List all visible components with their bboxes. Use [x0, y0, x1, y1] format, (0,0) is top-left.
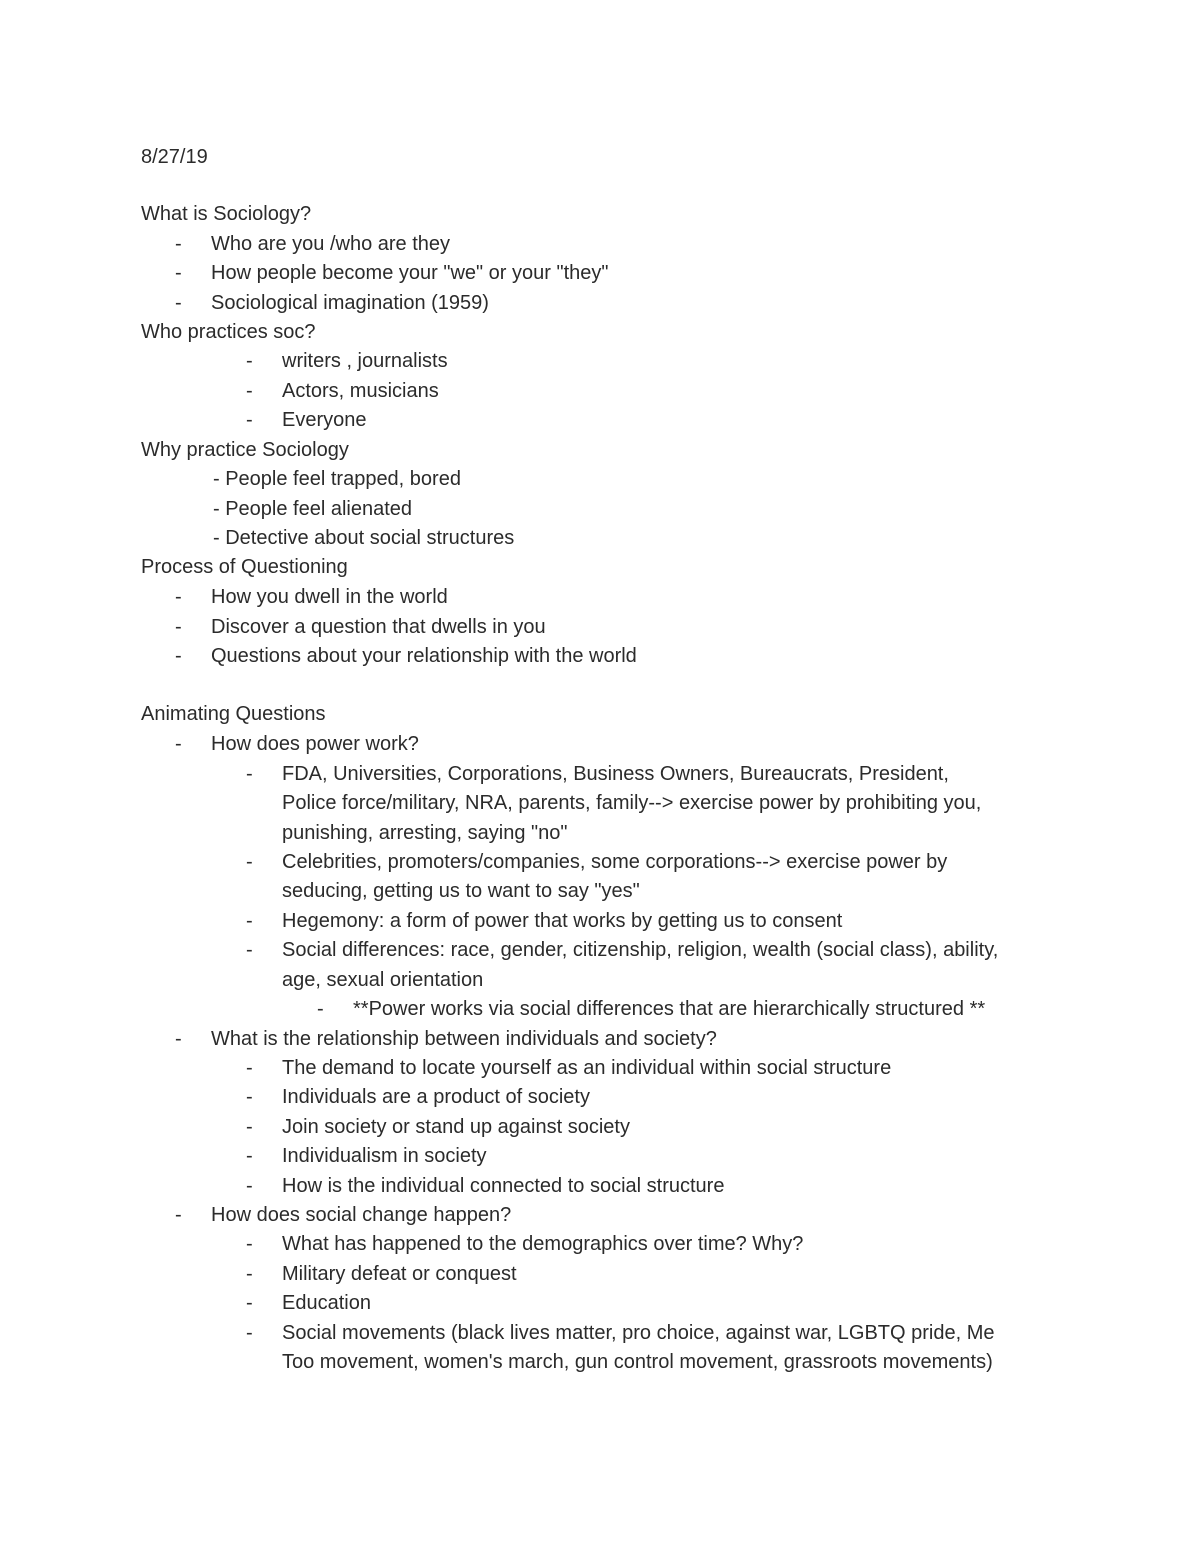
list-item: writers , journalists — [282, 350, 448, 372]
list-item: How you dwell in the world — [211, 586, 448, 608]
list-item: Hegemony: a form of power that works by getting us to consent — [282, 910, 843, 932]
bullet-dash: - — [246, 851, 253, 873]
bullet-dash: - — [317, 998, 324, 1020]
bullet-dash: - — [246, 910, 253, 932]
note-date: 8/27/19 — [141, 146, 208, 168]
list-item: What has happened to the demographics over time? Why? — [282, 1233, 804, 1255]
list-item: Individualism in society — [282, 1145, 487, 1167]
list-item: - People feel trapped, bored — [213, 468, 461, 490]
heading-why-practice: Why practice Sociology — [141, 439, 349, 461]
bullet-dash: - — [246, 1116, 253, 1138]
list-item-continuation: punishing, arresting, saying "no" — [282, 822, 568, 844]
list-item: Questions about your relationship with the world — [211, 645, 637, 667]
list-item: Social movements (black lives matter, pro choice, against war, LGBTQ pride, Me — [282, 1322, 995, 1344]
bullet-dash: - — [246, 763, 253, 785]
bullet-dash: - — [175, 1028, 182, 1050]
list-item: FDA, Universities, Corporations, Business Owners, Bureaucrats, President, — [282, 763, 949, 785]
bullet-dash: - — [175, 1204, 182, 1226]
list-item-continuation: seducing, getting us to want to say "yes" — [282, 880, 640, 902]
list-item: Education — [282, 1292, 371, 1314]
heading-animating-questions: Animating Questions — [141, 703, 326, 725]
list-item: Individuals are a product of society — [282, 1086, 590, 1108]
question-power: How does power work? — [211, 733, 419, 755]
bullet-dash: - — [175, 616, 182, 638]
heading-what-is-sociology: What is Sociology? — [141, 203, 312, 225]
bullet-dash: - — [175, 233, 182, 255]
list-item-continuation: Police force/military, NRA, parents, family--> exercise power by prohibiting you, — [282, 792, 982, 814]
list-item: Social differences: race, gender, citizenship, religion, wealth (social class), ability, — [282, 939, 999, 961]
list-item: Everyone — [282, 409, 367, 431]
list-item: The demand to locate yourself as an individual within social structure — [282, 1057, 892, 1079]
list-item: How people become your "we" or your "they" — [211, 262, 609, 284]
list-item: Actors, musicians — [282, 380, 439, 402]
bullet-dash: - — [246, 1175, 253, 1197]
bullet-dash: - — [175, 292, 182, 314]
bullet-dash: - — [246, 939, 253, 961]
bullet-dash: - — [175, 645, 182, 667]
bullet-dash: - — [175, 733, 182, 755]
list-item: - Detective about social structures — [213, 527, 515, 549]
question-social-change: How does social change happen? — [211, 1204, 512, 1226]
heading-process-of-questioning: Process of Questioning — [141, 556, 348, 578]
bullet-dash: - — [246, 1322, 253, 1344]
list-item: Join society or stand up against society — [282, 1116, 630, 1138]
bullet-dash: - — [246, 1292, 253, 1314]
question-relationship: What is the relationship between individuals and society? — [211, 1028, 717, 1050]
list-sub-item: **Power works via social differences that are hierarchically structured ** — [353, 998, 986, 1020]
bullet-dash: - — [246, 1057, 253, 1079]
list-item: Discover a question that dwells in you — [211, 616, 546, 638]
bullet-dash: - — [246, 380, 253, 402]
list-item-continuation: age, sexual orientation — [282, 969, 484, 991]
bullet-dash: - — [246, 1263, 253, 1285]
bullet-dash: - — [246, 1086, 253, 1108]
list-item: Celebrities, promoters/companies, some corporations--> exercise power by — [282, 851, 948, 873]
bullet-dash: - — [175, 262, 182, 284]
list-item: - People feel alienated — [213, 498, 413, 520]
list-item: Sociological imagination (1959) — [211, 292, 489, 314]
bullet-dash: - — [246, 1233, 253, 1255]
bullet-dash: - — [246, 1145, 253, 1167]
bullet-dash: - — [175, 586, 182, 608]
heading-who-practices: Who practices soc? — [141, 321, 316, 343]
list-item-continuation: Too movement, women's march, gun control movement, grassroots movements) — [282, 1351, 993, 1373]
list-item: Who are you /who are they — [211, 233, 451, 255]
bullet-dash: - — [246, 350, 253, 372]
list-item: How is the individual connected to social structure — [282, 1175, 725, 1197]
bullet-dash: - — [246, 409, 253, 431]
list-item: Military defeat or conquest — [282, 1263, 517, 1285]
